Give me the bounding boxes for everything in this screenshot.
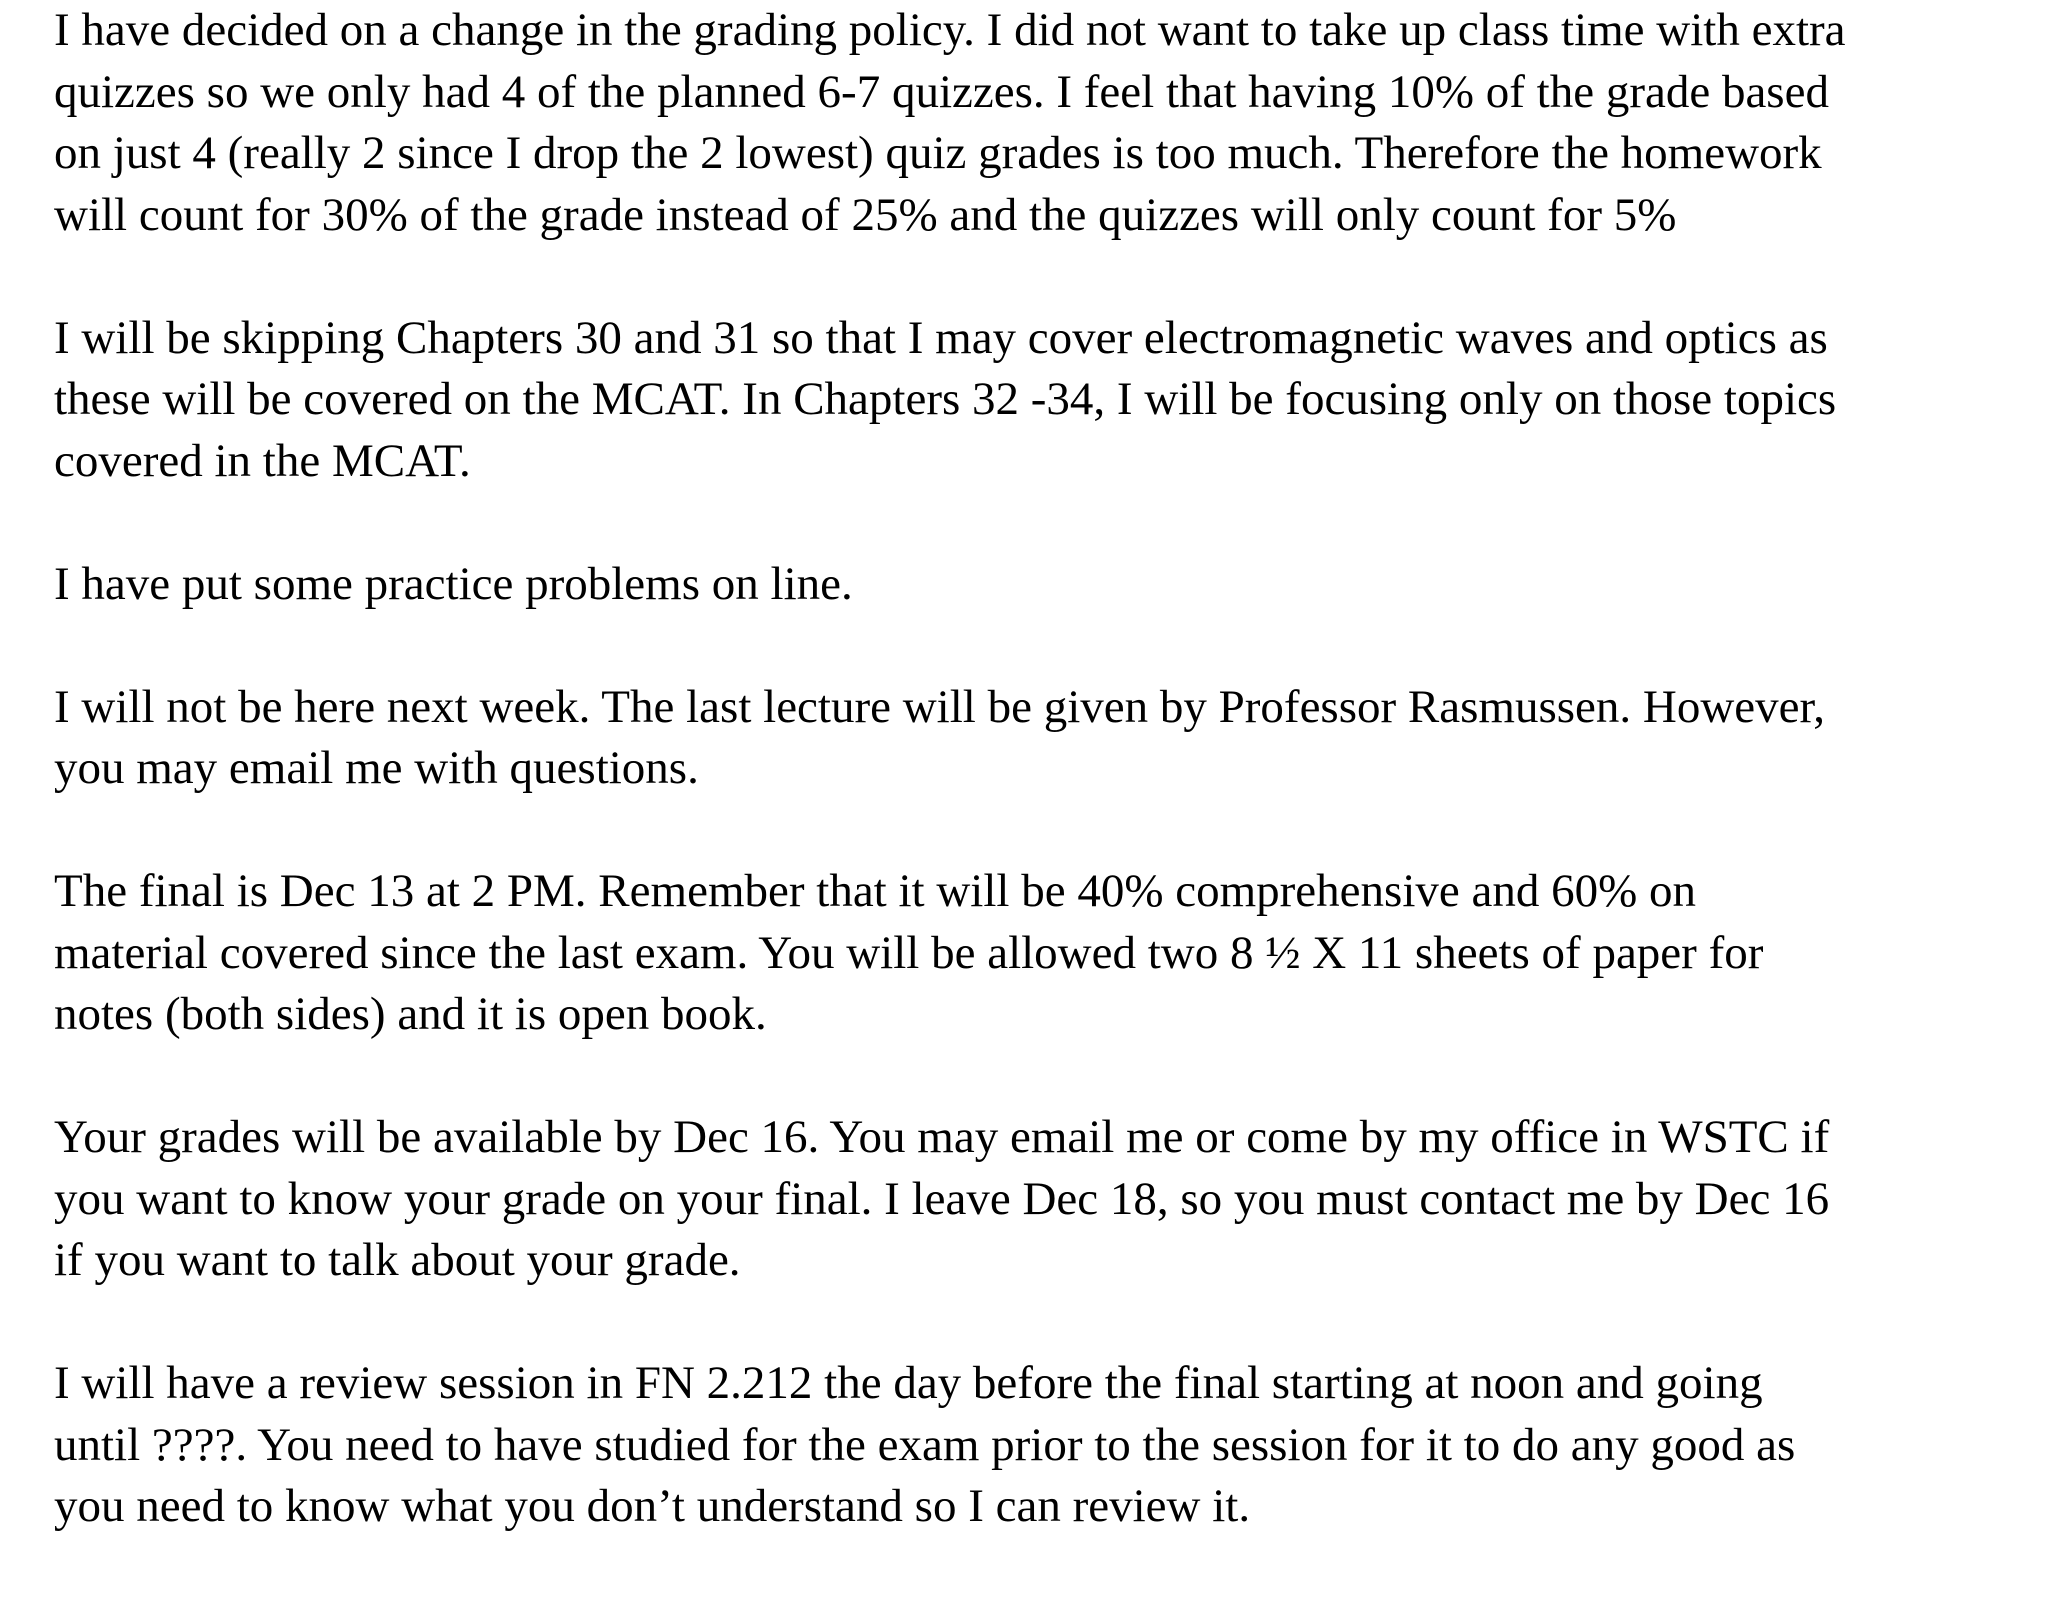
text-line: notes (both sides) and it is open book. bbox=[54, 988, 767, 1040]
paragraph-grades bbox=[54, 1107, 2044, 1292]
text-line: material covered since the last exam. You will be allowed two 8 ½ X 11 sheets of paper for bbox=[54, 926, 1764, 979]
paragraph-grading-policy bbox=[54, 0, 2044, 246]
text-line: you may email me with questions. bbox=[54, 742, 699, 794]
text-line: until ????. You need to have studied for the exam prior to the session for it to do any good as bbox=[54, 1418, 1796, 1471]
text-line: you need to know what you don’t understand so I can review it. bbox=[54, 1480, 1251, 1532]
text-line: will count for 30% of the grade instead of 25% and the quizzes will only count for 5% bbox=[54, 188, 1677, 241]
text-line: I have decided on a change in the grading policy. I did not want to take up class time with extra bbox=[54, 4, 1846, 56]
paragraph-practice-problems bbox=[54, 554, 2044, 616]
paragraph-absence bbox=[54, 677, 2044, 800]
text-line: these will be covered on the MCAT. In Chapters 32 -34, I will be focusing only on those topics bbox=[54, 373, 1837, 425]
text-line: I will have a review session in FN 2.212 the day before the final starting at noon and going bbox=[54, 1357, 1763, 1409]
text-line: you want to know your grade on your final. I leave Dec 18, so you must contact me by Dec 16 bbox=[54, 1172, 1830, 1225]
paragraph-chapters bbox=[54, 308, 2044, 493]
text-line: I will not be here next week. The last lecture will be given by Professor Rasmussen. However, bbox=[54, 680, 1826, 733]
announcement-document bbox=[54, 0, 2044, 1599]
text-line: quizzes so we only had 4 of the planned 6-7 quizzes. I feel that having 10% of the grade based bbox=[54, 65, 1829, 118]
paragraph-final-exam bbox=[54, 861, 2044, 1046]
text-line: Your grades will be available by Dec 16. You may email me or come by my office in WSTC if bbox=[54, 1111, 1830, 1163]
text-line: covered in the MCAT. bbox=[54, 434, 471, 487]
text-line: if you want to talk about your grade. bbox=[54, 1234, 741, 1286]
text-line: on just 4 (really 2 since I drop the 2 lowest) quiz grades is too much. Therefore the homework bbox=[54, 127, 1822, 179]
text-line: The final is Dec 13 at 2 PM. Remember that it will be 40% comprehensive and 60% on bbox=[54, 865, 1696, 917]
text-line: I have put some practice problems on line. bbox=[54, 557, 853, 610]
text-line: I will be skipping Chapters 30 and 31 so that I may cover electromagnetic waves and optics as bbox=[54, 311, 1828, 364]
paragraph-review-session bbox=[54, 1353, 2044, 1538]
